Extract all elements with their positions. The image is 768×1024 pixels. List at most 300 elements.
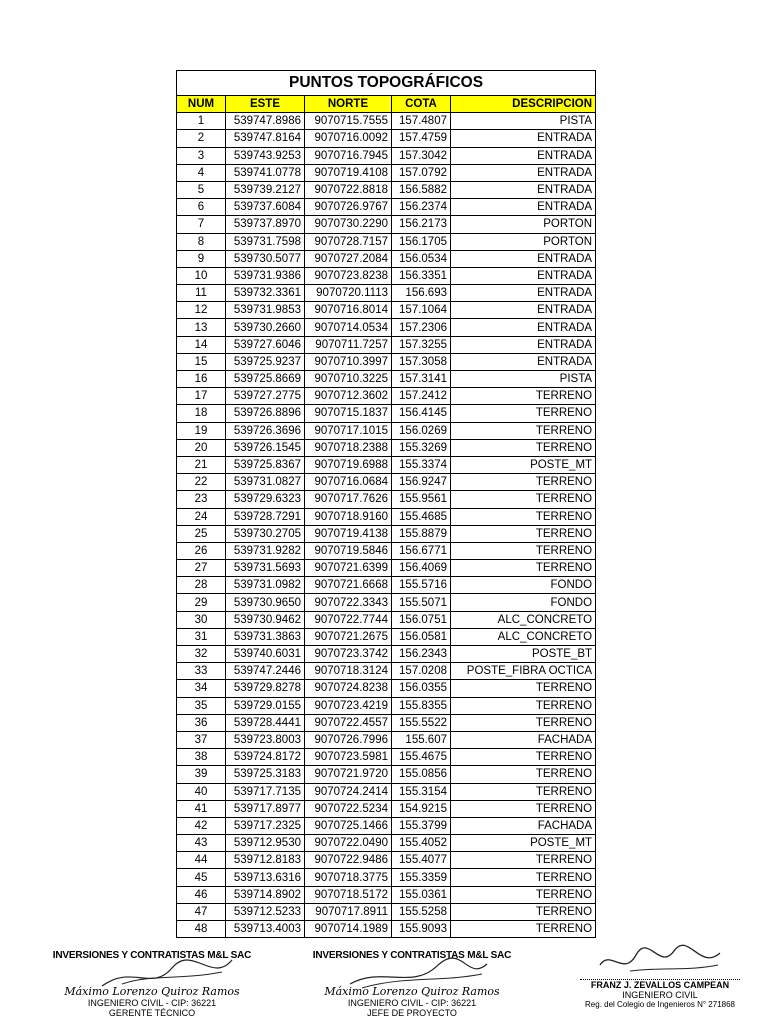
table-row <box>177 766 596 783</box>
cell-norte: 9070723.8238 <box>305 267 392 284</box>
table-row <box>177 319 596 336</box>
table-row <box>177 731 596 748</box>
cell-num: 37 <box>177 731 226 748</box>
cell-descripcion: TERRENO <box>451 886 596 903</box>
cell-este: 539737.6084 <box>226 199 305 216</box>
table-row <box>177 233 596 250</box>
signature-block-right <box>580 945 740 1009</box>
cell-norte: 9070718.3775 <box>305 869 392 886</box>
table-row <box>177 663 596 680</box>
cell-descripcion: TERRENO <box>451 680 596 697</box>
signature-role-line: JEFE DE PROYECTO <box>367 1008 457 1018</box>
cell-num: 20 <box>177 439 226 456</box>
cell-descripcion: TERRENO <box>451 903 596 920</box>
cell-cota: 155.3269 <box>392 439 451 456</box>
cell-norte: 9070718.3124 <box>305 663 392 680</box>
cell-norte: 9070722.3343 <box>305 594 392 611</box>
cell-descripcion: TERRENO <box>451 405 596 422</box>
cell-cota: 155.3799 <box>392 817 451 834</box>
cell-num: 8 <box>177 233 226 250</box>
table-row <box>177 749 596 766</box>
cell-este: 539726.8896 <box>226 405 305 422</box>
cell-norte: 9070728.7157 <box>305 233 392 250</box>
cell-norte: 9070723.5981 <box>305 749 392 766</box>
cell-cota: 155.3154 <box>392 783 451 800</box>
cell-este: 539741.0778 <box>226 164 305 181</box>
cell-num: 31 <box>177 628 226 645</box>
table-row <box>177 783 596 800</box>
topographic-points-table <box>176 70 596 938</box>
cell-este: 539730.2660 <box>226 319 305 336</box>
cell-descripcion: POSTE_MT <box>451 456 596 473</box>
signature-title-line: INGENIERO CIVIL - CIP: 36221 <box>87 998 217 1008</box>
signature-name: Máximo Lorenzo Quiroz Ramos <box>324 985 500 998</box>
table-title: PUNTOS TOPOGRÁFICOS <box>177 71 596 96</box>
cell-num: 29 <box>177 594 226 611</box>
cell-descripcion: TERRENO <box>451 560 596 577</box>
cell-num: 42 <box>177 817 226 834</box>
cell-norte: 9070727.2084 <box>305 250 392 267</box>
cell-descripcion: TERRENO <box>451 749 596 766</box>
cell-num: 27 <box>177 560 226 577</box>
cell-num: 25 <box>177 525 226 542</box>
cell-descripcion: TERRENO <box>451 921 596 938</box>
signature-registration-line: Reg. del Colegio de Ingenieros N° 271868 <box>585 1000 735 1009</box>
cell-num: 35 <box>177 697 226 714</box>
cell-num: 3 <box>177 147 226 164</box>
header-descripcion: DESCRIPCION <box>451 96 596 113</box>
header-este: ESTE <box>226 96 305 113</box>
cell-cota: 156.6771 <box>392 542 451 559</box>
cell-descripcion: PISTA <box>451 371 596 388</box>
table-row <box>177 491 596 508</box>
cell-cota: 156.2343 <box>392 646 451 663</box>
cell-num: 28 <box>177 577 226 594</box>
table-row <box>177 216 596 233</box>
table-row <box>177 800 596 817</box>
table-row <box>177 336 596 353</box>
table-row <box>177 835 596 852</box>
cell-este: 539727.6046 <box>226 336 305 353</box>
cell-este: 539726.3696 <box>226 422 305 439</box>
cell-descripcion: ENTRADA <box>451 147 596 164</box>
cell-descripcion: PISTA <box>451 113 596 130</box>
cell-cota: 157.2306 <box>392 319 451 336</box>
table-row <box>177 164 596 181</box>
cell-norte: 9070721.2675 <box>305 628 392 645</box>
signature-name: Máximo Lorenzo Quiroz Ramos <box>64 985 240 998</box>
cell-norte: 9070725.1466 <box>305 817 392 834</box>
table-row <box>177 886 596 903</box>
cell-descripcion: ALC_CONCRETO <box>451 628 596 645</box>
cell-este: 539731.0827 <box>226 474 305 491</box>
cell-este: 539728.7291 <box>226 508 305 525</box>
cell-num: 38 <box>177 749 226 766</box>
cell-este: 539743.9253 <box>226 147 305 164</box>
table-row <box>177 577 596 594</box>
cell-este: 539747.8986 <box>226 113 305 130</box>
cell-num: 21 <box>177 456 226 473</box>
cell-num: 2 <box>177 130 226 147</box>
cell-norte: 9070720.1113 <box>305 285 392 302</box>
cell-norte: 9070722.5234 <box>305 800 392 817</box>
table-row <box>177 611 596 628</box>
cell-cota: 155.4052 <box>392 835 451 852</box>
cell-norte: 9070730.2290 <box>305 216 392 233</box>
cell-cota: 155.9093 <box>392 921 451 938</box>
cell-num: 4 <box>177 164 226 181</box>
signature-scribble <box>590 941 730 983</box>
cell-descripcion: TERRENO <box>451 388 596 405</box>
cell-num: 30 <box>177 611 226 628</box>
cell-este: 539730.9650 <box>226 594 305 611</box>
cell-num: 6 <box>177 199 226 216</box>
cell-descripcion: ENTRADA <box>451 130 596 147</box>
cell-num: 12 <box>177 302 226 319</box>
cell-descripcion: TERRENO <box>451 491 596 508</box>
signature-scribble <box>342 954 492 994</box>
table-row <box>177 113 596 130</box>
cell-este: 539747.2446 <box>226 663 305 680</box>
table-row <box>177 130 596 147</box>
table-row <box>177 508 596 525</box>
cell-cota: 155.5716 <box>392 577 451 594</box>
cell-descripcion: ENTRADA <box>451 164 596 181</box>
table-row <box>177 388 596 405</box>
table-row <box>177 714 596 731</box>
table-row <box>177 542 596 559</box>
signature-company: INVERSIONES Y CONTRATISTAS M&L SAC <box>312 950 512 961</box>
cell-este: 539731.0982 <box>226 577 305 594</box>
signature-title-line: INGENIERO CIVIL <box>622 990 698 1000</box>
cell-este: 539725.8367 <box>226 456 305 473</box>
cell-num: 43 <box>177 835 226 852</box>
cell-norte: 9070716.0684 <box>305 474 392 491</box>
cell-norte: 9070724.8238 <box>305 680 392 697</box>
cell-cota: 156.0355 <box>392 680 451 697</box>
cell-descripcion: ENTRADA <box>451 336 596 353</box>
cell-este: 539730.9462 <box>226 611 305 628</box>
cell-descripcion: TERRENO <box>451 525 596 542</box>
cell-este: 539731.9386 <box>226 267 305 284</box>
cell-cota: 155.5071 <box>392 594 451 611</box>
cell-num: 33 <box>177 663 226 680</box>
cell-este: 539725.3183 <box>226 766 305 783</box>
cell-cota: 155.9561 <box>392 491 451 508</box>
cell-descripcion: POSTE_BT <box>451 646 596 663</box>
cell-norte: 9070714.1989 <box>305 921 392 938</box>
cell-cota: 154.9215 <box>392 800 451 817</box>
cell-norte: 9070715.7555 <box>305 113 392 130</box>
table-row <box>177 646 596 663</box>
cell-cota: 156.5882 <box>392 181 451 198</box>
cell-este: 539712.5233 <box>226 903 305 920</box>
cell-num: 24 <box>177 508 226 525</box>
signature-role-line: GERENTE TÉCNICO <box>108 1008 196 1018</box>
cell-descripcion: FACHADA <box>451 731 596 748</box>
table-row <box>177 439 596 456</box>
cell-cota: 156.4145 <box>392 405 451 422</box>
cell-cota: 155.8879 <box>392 525 451 542</box>
cell-cota: 155.3374 <box>392 456 451 473</box>
header-cota: COTA <box>392 96 451 113</box>
table-row <box>177 371 596 388</box>
signature-name: FRANZ J. ZEVALLOS CAMPEAN <box>590 980 730 990</box>
cell-este: 539737.8970 <box>226 216 305 233</box>
cell-este: 539714.8902 <box>226 886 305 903</box>
cell-cota: 157.4807 <box>392 113 451 130</box>
cell-num: 32 <box>177 646 226 663</box>
cell-cota: 157.1064 <box>392 302 451 319</box>
cell-cota: 157.0208 <box>392 663 451 680</box>
cell-num: 26 <box>177 542 226 559</box>
cell-descripcion: ENTRADA <box>451 250 596 267</box>
cell-descripcion: FONDO <box>451 594 596 611</box>
cell-descripcion: FACHADA <box>451 817 596 834</box>
cell-este: 539740.6031 <box>226 646 305 663</box>
cell-cota: 156.2173 <box>392 216 451 233</box>
cell-este: 539727.2775 <box>226 388 305 405</box>
cell-descripcion: TERRENO <box>451 697 596 714</box>
table-row <box>177 594 596 611</box>
cell-este: 539731.9282 <box>226 542 305 559</box>
cell-descripcion: TERRENO <box>451 422 596 439</box>
cell-norte: 9070726.9767 <box>305 199 392 216</box>
cell-num: 17 <box>177 388 226 405</box>
cell-descripcion: ENTRADA <box>451 319 596 336</box>
cell-cota: 156.0581 <box>392 628 451 645</box>
cell-norte: 9070711.7257 <box>305 336 392 353</box>
cell-este: 539731.7598 <box>226 233 305 250</box>
cell-este: 539730.2705 <box>226 525 305 542</box>
cell-cota: 156.0534 <box>392 250 451 267</box>
cell-norte: 9070719.4138 <box>305 525 392 542</box>
table-row <box>177 869 596 886</box>
cell-cota: 156.2374 <box>392 199 451 216</box>
cell-este: 539724.8172 <box>226 749 305 766</box>
table-row <box>177 181 596 198</box>
cell-descripcion: ALC_CONCRETO <box>451 611 596 628</box>
cell-num: 22 <box>177 474 226 491</box>
table-header-row <box>177 96 596 113</box>
cell-norte: 9070718.2388 <box>305 439 392 456</box>
cell-descripcion: TERRENO <box>451 439 596 456</box>
table-row <box>177 628 596 645</box>
cell-cota: 155.4675 <box>392 749 451 766</box>
cell-descripcion: ENTRADA <box>451 267 596 284</box>
cell-descripcion: TERRENO <box>451 542 596 559</box>
cell-cota: 157.0792 <box>392 164 451 181</box>
table-row <box>177 250 596 267</box>
cell-cota: 156.693 <box>392 285 451 302</box>
cell-este: 539729.8278 <box>226 680 305 697</box>
cell-este: 539739.2127 <box>226 181 305 198</box>
cell-descripcion: POSTE_MT <box>451 835 596 852</box>
table-body <box>177 113 596 938</box>
table-row <box>177 852 596 869</box>
table-row <box>177 921 596 938</box>
cell-este: 539717.7135 <box>226 783 305 800</box>
cell-este: 539725.9237 <box>226 353 305 370</box>
header-num: NUM <box>177 96 226 113</box>
cell-num: 18 <box>177 405 226 422</box>
cell-este: 539732.3361 <box>226 285 305 302</box>
cell-num: 5 <box>177 181 226 198</box>
cell-este: 539723.8003 <box>226 731 305 748</box>
table-row <box>177 422 596 439</box>
cell-norte: 9070719.6988 <box>305 456 392 473</box>
cell-cota: 155.0361 <box>392 886 451 903</box>
cell-cota: 155.0856 <box>392 766 451 783</box>
table-row <box>177 697 596 714</box>
cell-cota: 156.0269 <box>392 422 451 439</box>
cell-descripcion: TERRENO <box>451 474 596 491</box>
cell-num: 36 <box>177 714 226 731</box>
cell-cota: 157.2412 <box>392 388 451 405</box>
cell-norte: 9070710.3997 <box>305 353 392 370</box>
cell-norte: 9070722.8818 <box>305 181 392 198</box>
cell-num: 45 <box>177 869 226 886</box>
cell-descripcion: PORTON <box>451 233 596 250</box>
cell-num: 48 <box>177 921 226 938</box>
cell-este: 539725.8669 <box>226 371 305 388</box>
cell-norte: 9070717.8911 <box>305 903 392 920</box>
cell-este: 539729.6323 <box>226 491 305 508</box>
cell-num: 47 <box>177 903 226 920</box>
cell-norte: 9070721.6399 <box>305 560 392 577</box>
cell-num: 9 <box>177 250 226 267</box>
cell-num: 41 <box>177 800 226 817</box>
cell-norte: 9070718.9160 <box>305 508 392 525</box>
cell-num: 19 <box>177 422 226 439</box>
table-row <box>177 525 596 542</box>
cell-este: 539713.4003 <box>226 921 305 938</box>
cell-num: 10 <box>177 267 226 284</box>
cell-cota: 155.4685 <box>392 508 451 525</box>
cell-descripcion: TERRENO <box>451 783 596 800</box>
table-row <box>177 302 596 319</box>
table-row <box>177 560 596 577</box>
cell-descripcion: TERRENO <box>451 869 596 886</box>
cell-num: 39 <box>177 766 226 783</box>
cell-norte: 9070717.1015 <box>305 422 392 439</box>
cell-num: 40 <box>177 783 226 800</box>
cell-norte: 9070719.5846 <box>305 542 392 559</box>
cell-descripcion: TERRENO <box>451 508 596 525</box>
cell-este: 539731.5693 <box>226 560 305 577</box>
signature-title-line: INGENIERO CIVIL - CIP: 36221 <box>347 998 477 1008</box>
cell-norte: 9070716.8014 <box>305 302 392 319</box>
cell-cota: 155.4077 <box>392 852 451 869</box>
cell-num: 1 <box>177 113 226 130</box>
cell-norte: 9070722.0490 <box>305 835 392 852</box>
cell-num: 23 <box>177 491 226 508</box>
cell-norte: 9070719.4108 <box>305 164 392 181</box>
cell-cota: 156.4069 <box>392 560 451 577</box>
table-row <box>177 285 596 302</box>
cell-cota: 155.5258 <box>392 903 451 920</box>
topographic-points-sheet <box>176 70 595 938</box>
table-row <box>177 353 596 370</box>
cell-num: 11 <box>177 285 226 302</box>
cell-este: 539726.1545 <box>226 439 305 456</box>
cell-num: 46 <box>177 886 226 903</box>
cell-descripcion: TERRENO <box>451 714 596 731</box>
cell-este: 539717.2325 <box>226 817 305 834</box>
cell-cota: 155.5522 <box>392 714 451 731</box>
cell-cota: 156.3351 <box>392 267 451 284</box>
cell-num: 7 <box>177 216 226 233</box>
cell-num: 34 <box>177 680 226 697</box>
signature-company: INVERSIONES Y CONTRATISTAS M&L SAC <box>52 950 252 961</box>
cell-norte: 9070714.0534 <box>305 319 392 336</box>
cell-descripcion: FONDO <box>451 577 596 594</box>
cell-descripcion: ENTRADA <box>451 181 596 198</box>
cell-norte: 9070726.7996 <box>305 731 392 748</box>
cell-cota: 155.8355 <box>392 697 451 714</box>
signature-scribble <box>92 954 242 994</box>
cell-num: 15 <box>177 353 226 370</box>
cell-este: 539730.5077 <box>226 250 305 267</box>
table-row <box>177 267 596 284</box>
cell-norte: 9070722.7744 <box>305 611 392 628</box>
cell-num: 14 <box>177 336 226 353</box>
cell-cota: 157.3042 <box>392 147 451 164</box>
cell-norte: 9070722.4557 <box>305 714 392 731</box>
cell-norte: 9070723.4219 <box>305 697 392 714</box>
cell-cota: 156.0751 <box>392 611 451 628</box>
cell-descripcion: TERRENO <box>451 800 596 817</box>
cell-descripcion: PORTON <box>451 216 596 233</box>
cell-descripcion: ENTRADA <box>451 302 596 319</box>
cell-norte: 9070724.2414 <box>305 783 392 800</box>
cell-norte: 9070721.9720 <box>305 766 392 783</box>
cell-descripcion: ENTRADA <box>451 199 596 216</box>
cell-descripcion: TERRENO <box>451 766 596 783</box>
cell-norte: 9070716.7945 <box>305 147 392 164</box>
table-row <box>177 147 596 164</box>
cell-num: 16 <box>177 371 226 388</box>
cell-norte: 9070717.7626 <box>305 491 392 508</box>
cell-este: 539713.6316 <box>226 869 305 886</box>
cell-cota: 157.3058 <box>392 353 451 370</box>
table-row <box>177 817 596 834</box>
cell-descripcion: POSTE_FIBRA OCTICA <box>451 663 596 680</box>
cell-cota: 156.1705 <box>392 233 451 250</box>
cell-este: 539729.0155 <box>226 697 305 714</box>
cell-norte: 9070712.3602 <box>305 388 392 405</box>
cell-este: 539712.9530 <box>226 835 305 852</box>
cell-num: 13 <box>177 319 226 336</box>
cell-num: 44 <box>177 852 226 869</box>
cell-norte: 9070722.9486 <box>305 852 392 869</box>
cell-norte: 9070723.3742 <box>305 646 392 663</box>
cell-cota: 155.607 <box>392 731 451 748</box>
cell-este: 539747.8164 <box>226 130 305 147</box>
cell-cota: 156.9247 <box>392 474 451 491</box>
cell-este: 539728.4441 <box>226 714 305 731</box>
table-row <box>177 405 596 422</box>
cell-cota: 157.3141 <box>392 371 451 388</box>
cell-este: 539731.3863 <box>226 628 305 645</box>
cell-este: 539731.9853 <box>226 302 305 319</box>
cell-cota: 157.3255 <box>392 336 451 353</box>
cell-norte: 9070716.0092 <box>305 130 392 147</box>
cell-cota: 155.3359 <box>392 869 451 886</box>
cell-norte: 9070721.6668 <box>305 577 392 594</box>
cell-este: 539712.8183 <box>226 852 305 869</box>
cell-cota: 157.4759 <box>392 130 451 147</box>
